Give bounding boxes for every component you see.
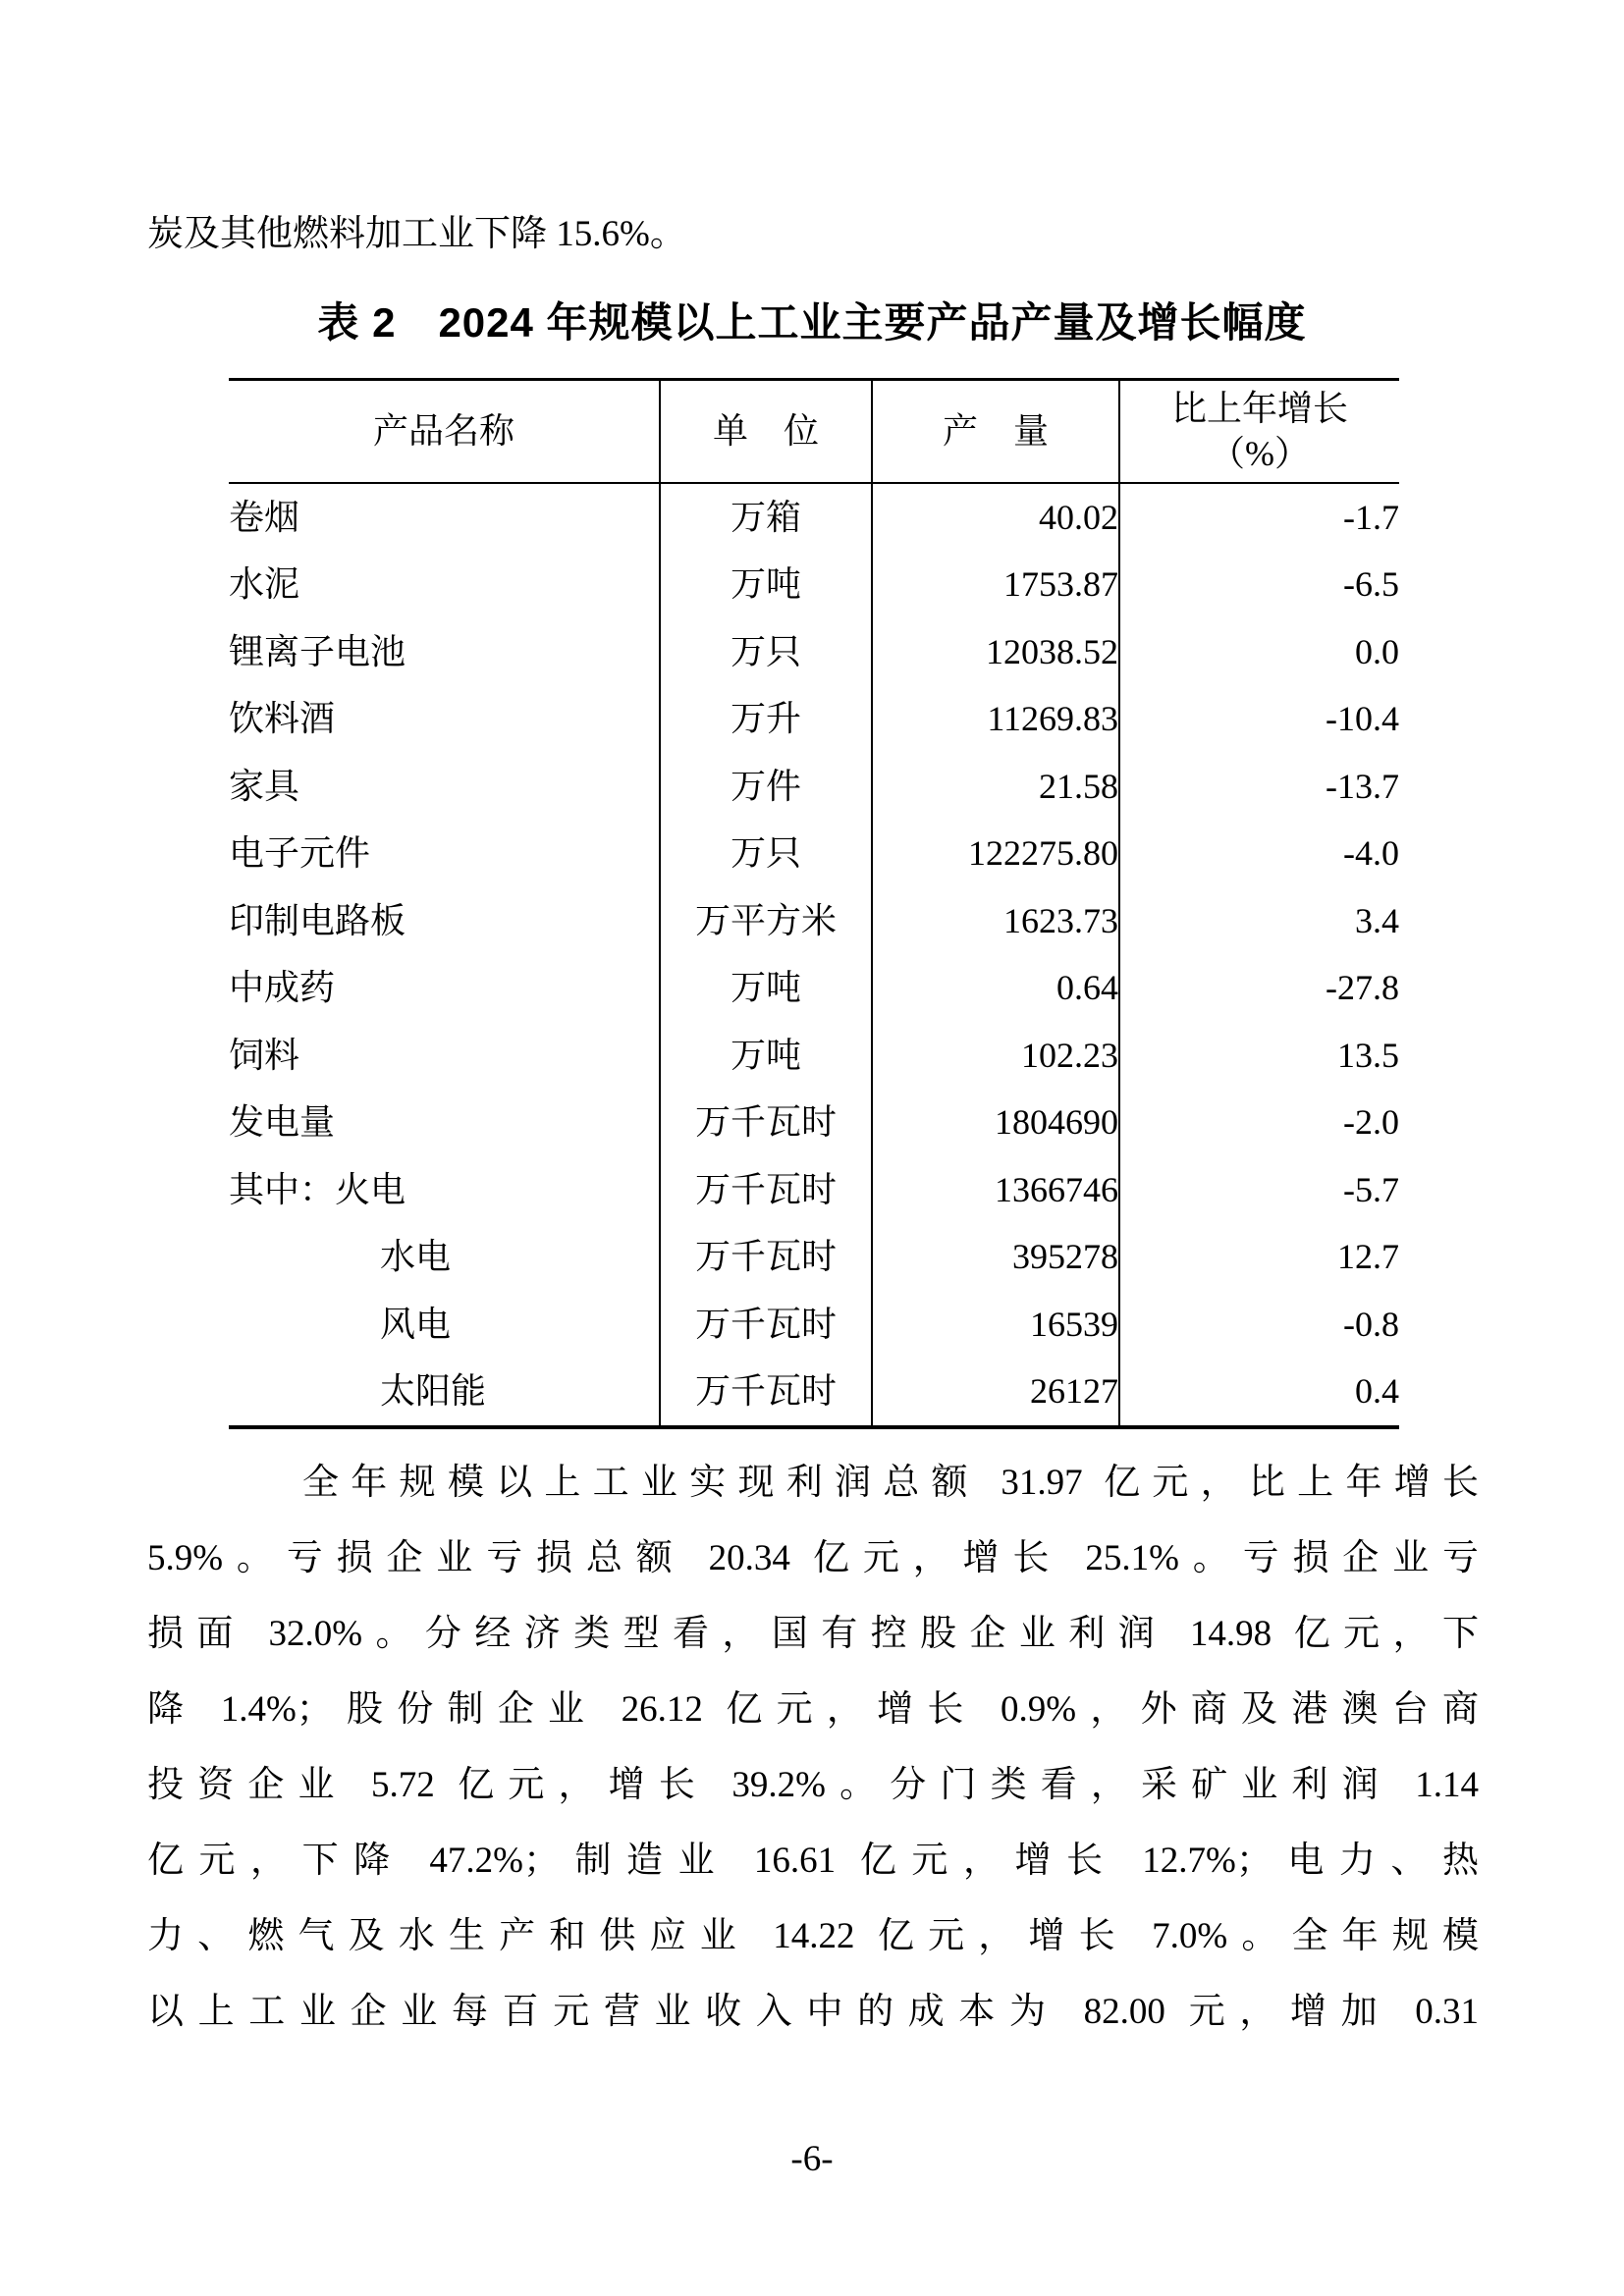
cell-product: 水泥: [229, 564, 300, 604]
cell-growth: 0.0: [1119, 618, 1399, 686]
table-row: [229, 618, 1399, 686]
cell-output: 1753.87: [872, 551, 1119, 618]
cell-output: 16539: [872, 1291, 1119, 1359]
paragraph-line: 亿元，下降 47.2%；制造业 16.61 亿元，增长 12.7%；电力、热: [147, 1841, 1479, 1881]
cell-unit: 万千瓦时: [660, 1223, 872, 1291]
table-row: [229, 1022, 1399, 1090]
cell-growth: -5.7: [1119, 1156, 1399, 1224]
cell-growth: -6.5: [1119, 551, 1399, 618]
continuation-text: 炭及其他燃料加工业下降 15.6%。: [147, 214, 686, 254]
cell-unit: 万箱: [660, 483, 872, 552]
paragraph-line: 损面 32.0%。分经济类型看，国有控股企业利润 14.98 亿元，下: [147, 1614, 1479, 1654]
cell-unit: 万千瓦时: [660, 1358, 872, 1427]
table-row: [229, 954, 1399, 1022]
paragraph-line: 5.9%。亏损企业亏损总额 20.34 亿元，增长 25.1%。亏损企业亏: [147, 1538, 1479, 1578]
table-header-row: [229, 380, 1399, 483]
cell-product: 饲料: [229, 1035, 300, 1075]
cell-growth: 13.5: [1119, 1022, 1399, 1090]
cell-unit: 万件: [660, 753, 872, 821]
table-row: [229, 820, 1399, 887]
cell-growth: -4.0: [1119, 820, 1399, 887]
cell-product: 电子元件: [229, 833, 371, 873]
cell-output: 12038.52: [872, 618, 1119, 686]
cell-output: 0.64: [872, 954, 1119, 1022]
cell-output: 1804690: [872, 1089, 1119, 1156]
cell-growth: -13.7: [1119, 753, 1399, 821]
cell-unit: 万千瓦时: [660, 1156, 872, 1224]
cell-unit: 万千瓦时: [660, 1291, 872, 1359]
paragraph-line: 全年规模以上工业实现利润总额 31.97 亿元，比上年增长: [302, 1463, 1479, 1503]
table-row: [229, 1089, 1399, 1156]
table-body: [229, 483, 1399, 1427]
cell-output: 40.02: [872, 483, 1119, 552]
page-number: -6-: [790, 2139, 834, 2179]
cell-unit: 万只: [660, 820, 872, 887]
cell-unit: 万吨: [660, 954, 872, 1022]
header-growth-line2: （%）: [1210, 434, 1310, 474]
cell-output: 395278: [872, 1223, 1119, 1291]
cell-growth: 0.4: [1119, 1358, 1399, 1427]
table-row: [229, 551, 1399, 618]
cell-growth: 3.4: [1119, 887, 1399, 955]
table-row: [229, 1223, 1399, 1291]
header-growth: [1119, 380, 1399, 483]
header-output: 产 量: [872, 380, 1119, 483]
table-row: [229, 753, 1399, 821]
cell-unit: 万升: [660, 685, 872, 753]
cell-product: 中成药: [229, 968, 336, 1007]
table-header: [229, 380, 1399, 483]
paragraph-line: 以上工业企业每百元营业收入中的成本为 82.00 元，增加 0.31: [147, 1992, 1479, 2032]
cell-output: 1623.73: [872, 887, 1119, 955]
product-output-table: [229, 378, 1399, 1429]
cell-output: 1366746: [872, 1156, 1119, 1224]
cell-growth: -10.4: [1119, 685, 1399, 753]
cell-product: 太阳能: [380, 1371, 487, 1411]
cell-unit: 万平方米: [660, 887, 872, 955]
header-product-name: 产品名称: [229, 380, 660, 483]
cell-product: 锂离子电池: [229, 631, 406, 671]
table-row: [229, 1291, 1399, 1359]
cell-product: 其中：火电: [229, 1169, 406, 1209]
cell-output: 21.58: [872, 753, 1119, 821]
cell-output: 102.23: [872, 1022, 1119, 1090]
profit-paragraph: [147, 1445, 1479, 2050]
paragraph-line: 投资企业 5.72 亿元，增长 39.2%。分门类看，采矿业利润 1.14: [147, 1765, 1479, 1805]
header-growth-line1: 比上年增长: [1170, 389, 1348, 429]
cell-product: 印制电路板: [229, 900, 406, 940]
cell-output: 26127: [872, 1358, 1119, 1427]
cell-output: 11269.83: [872, 685, 1119, 753]
cell-product: 饮料酒: [229, 699, 336, 738]
cell-product: 发电量: [229, 1102, 336, 1142]
table-title: 表 2 2024 年规模以上工业主要产品产量及增长幅度: [317, 299, 1307, 346]
header-unit: 单 位: [660, 380, 872, 483]
cell-output: 122275.80: [872, 820, 1119, 887]
cell-unit: 万千瓦时: [660, 1089, 872, 1156]
cell-growth: -2.0: [1119, 1089, 1399, 1156]
cell-growth: -1.7: [1119, 483, 1399, 552]
table-row: [229, 685, 1399, 753]
cell-growth: -27.8: [1119, 954, 1399, 1022]
cell-unit: 万只: [660, 618, 872, 686]
paragraph-line: 降 1.4%；股份制企业 26.12 亿元，增长 0.9%，外商及港澳台商: [147, 1689, 1479, 1730]
cell-product: 卷烟: [229, 497, 300, 537]
cell-growth: 12.7: [1119, 1223, 1399, 1291]
cell-product: 家具: [229, 766, 300, 806]
table-row: [229, 887, 1399, 955]
cell-unit: 万吨: [660, 551, 872, 618]
table-row: [229, 1156, 1399, 1224]
cell-growth: -0.8: [1119, 1291, 1399, 1359]
cell-product: 风电: [380, 1304, 452, 1344]
cell-unit: 万吨: [660, 1022, 872, 1090]
table-row: [229, 1358, 1399, 1427]
table-row: [229, 483, 1399, 552]
cell-product: 水电: [380, 1237, 452, 1276]
paragraph-line: 力、燃气及水生产和供应业 14.22 亿元，增长 7.0%。全年规模: [147, 1916, 1479, 1956]
